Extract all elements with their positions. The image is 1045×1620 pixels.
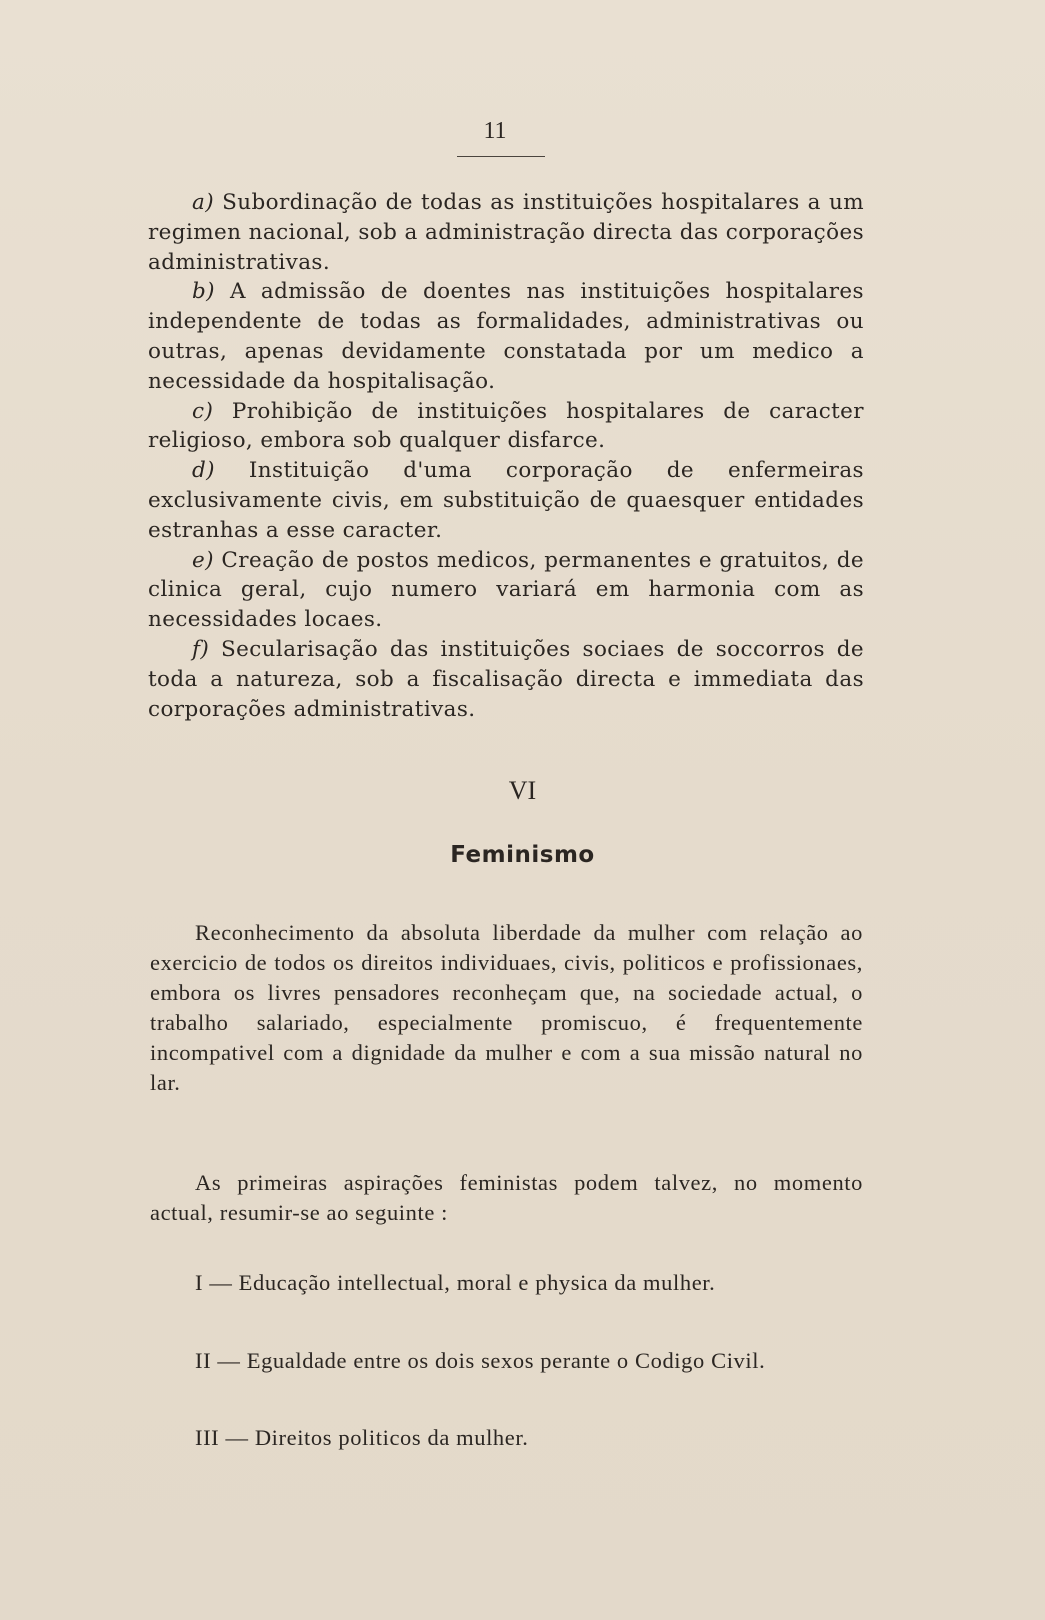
list-item: I — Educação intellectual, moral e physica da mulher. [195, 1270, 716, 1295]
item-f [148, 635, 864, 724]
section-title: Feminismo [450, 842, 595, 868]
feminism-aspirations [150, 1168, 863, 1228]
item-text: Secularisação das instituições sociaes de soccorros de toda a natureza, sob a fiscalisação directa e immediata das corporações administrativas. [148, 636, 864, 722]
item-text: A admissão de doentes nas instituições hospitalares independente de todas as formalidades, administrativas ou outras, apenas devidamente constatada por um medico a necessidade da hospitalisação. [148, 279, 864, 394]
hospital-items [148, 188, 864, 724]
item-letter: b) [192, 279, 215, 305]
section-number: VI [508, 776, 537, 805]
list-item: III — Direitos politicos da mulher. [195, 1425, 529, 1450]
page-number-rule [457, 156, 545, 157]
list-item: II — Egualdade entre os dois sexos perante o Codigo Civil. [195, 1348, 766, 1373]
paragraph: Reconhecimento da absoluta liberdade da mulher com relação ao exercicio de todos os direitos individuaes, civis, politicos e profissionaes, embora os livres pensadores reconheçam que, na sociedade actual, o trabalho salariado, especialmente promiscuo, é frequentemente incompativel com a dignidade da mulher e com a sua missão natural no lar. [150, 920, 863, 1095]
item-letter: c) [192, 398, 214, 424]
page-number: 11 [483, 118, 507, 144]
item-letter: d) [192, 458, 215, 484]
item-d [148, 456, 864, 545]
item-b [148, 277, 864, 396]
item-letter: f) [192, 636, 210, 662]
paragraph: As primeiras aspirações feministas podem talvez, no momento actual, resumir-se ao seguinte : [150, 1170, 863, 1225]
item-e [148, 546, 864, 635]
item-a [148, 188, 864, 277]
feminism-intro [150, 918, 863, 1098]
item-text: Subordinação de todas as instituições hospitalares a um regimen nacional, sob a administração directa das corporações administrativas. [148, 190, 865, 275]
aspiration-list-2 [150, 1346, 863, 1376]
item-letter: e) [192, 547, 214, 573]
item-c [148, 397, 864, 457]
item-text: Instituição d'uma corporação de enfermeiras exclusivamente civis, em substituição de quaesquer entidades estranhas a esse caracter. [148, 458, 864, 543]
aspiration-list-1 [150, 1268, 863, 1298]
item-letter: a) [192, 190, 215, 215]
item-text: Prohibição de instituições hospitalares de caracter religioso, embora sob qualquer disfarce. [148, 398, 864, 454]
aspiration-list-3 [150, 1423, 863, 1453]
item-text: Creação de postos medicos, permanentes e gratuitos, de clinica geral, cujo numero variará em harmonia com as necessidades locaes. [148, 547, 864, 633]
